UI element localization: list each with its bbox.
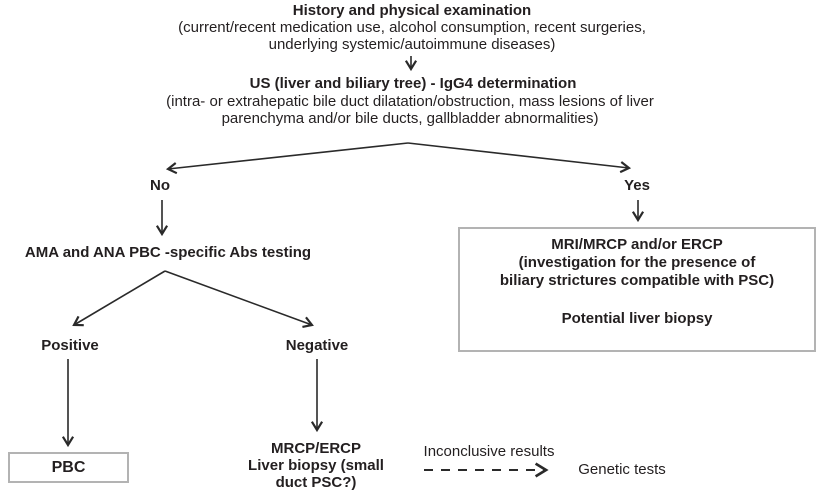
inconclusive-results-label: Inconclusive results bbox=[423, 443, 555, 460]
mrcp-biopsy-line: MRCP/ERCP bbox=[270, 440, 362, 457]
us-node-title: US (liver and biliary tree) - IgG4 determination bbox=[249, 75, 577, 92]
branch-no-label: No bbox=[150, 177, 170, 194]
branch-negative-label: Negative bbox=[285, 337, 349, 354]
history-node-title: History and physical examination bbox=[292, 2, 532, 19]
pbc-outcome-box bbox=[8, 452, 129, 483]
arrow-ama-to-positive-icon bbox=[74, 271, 165, 325]
potential-liver-biopsy-label: Potential liver biopsy bbox=[561, 310, 713, 327]
mrcp-biopsy-line: duct PSC?) bbox=[275, 474, 357, 491]
pbc-outcome-label: PBC bbox=[51, 458, 86, 476]
arrow-ama-to-negative-icon bbox=[165, 271, 312, 325]
genetic-tests-label: Genetic tests bbox=[578, 461, 666, 478]
mri-box-line: (investigation for the presence of bbox=[518, 254, 756, 271]
arrow-us-to-yes-icon bbox=[408, 143, 629, 168]
history-node-detail: (current/recent medication use, alcohol consumption, recent surgeries, bbox=[178, 19, 646, 36]
arrow-us-to-no-icon bbox=[168, 143, 408, 169]
mri-box-line: biliary strictures compatible with PSC) bbox=[499, 272, 775, 289]
history-node-detail: underlying systemic/autoimmune diseases) bbox=[268, 36, 556, 53]
branch-positive-label: Positive bbox=[41, 337, 99, 354]
branch-yes-label: Yes bbox=[624, 177, 650, 194]
ama-testing-node: AMA and ANA PBC -specific Abs testing bbox=[24, 244, 312, 261]
us-node-detail: parenchyma and/or bile ducts, gallbladder abnormalities) bbox=[221, 110, 599, 127]
mri-box-line: MRI/MRCP and/or ERCP bbox=[551, 236, 723, 253]
mrcp-biopsy-line: Liver biopsy (small bbox=[248, 457, 384, 474]
us-node-detail: (intra- or extrahepatic bile duct dilatation/obstruction, mass lesions of liver bbox=[166, 93, 654, 110]
